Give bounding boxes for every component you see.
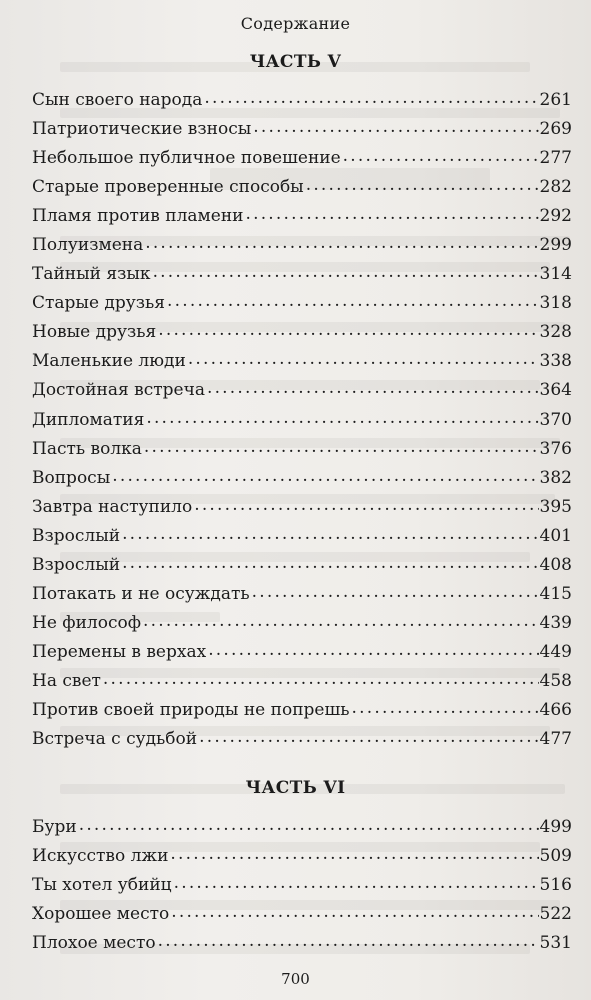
toc-entry-page: 531 [539, 933, 572, 954]
toc-entry-title: Дипломатия [32, 409, 145, 430]
toc-entry-page: 277 [539, 148, 572, 169]
toc-entry-title: Взрослый [32, 525, 121, 546]
toc-entry-title: Не философ [32, 612, 142, 633]
toc-entry[interactable] [32, 584, 572, 613]
dot-leader [194, 495, 538, 515]
toc-entry-page: 466 [539, 699, 572, 720]
dot-leader [199, 727, 538, 747]
toc-entry-title: Плохое место [32, 933, 156, 954]
toc-entry-title: Вопросы [32, 467, 111, 488]
toc-entry-title: Хорошее место [32, 904, 170, 925]
dot-leader [158, 320, 538, 340]
dot-leader [188, 349, 539, 369]
toc-entry[interactable] [32, 846, 572, 875]
toc-entry-page: 522 [539, 904, 572, 925]
dot-leader [79, 815, 539, 835]
toc-entry-title: Пасть волка [32, 438, 142, 459]
toc-entry-title: Встреча с судьбой [32, 729, 198, 750]
toc-entry-page: 401 [539, 525, 572, 546]
toc-entry-title: Новые друзья [32, 322, 157, 343]
dot-leader [174, 873, 539, 893]
toc-entry-title: Перемены в верхах [32, 641, 207, 662]
toc-list-part-6 [32, 817, 572, 962]
dot-leader [167, 291, 539, 311]
dot-leader [252, 582, 539, 602]
toc-entry[interactable] [32, 468, 572, 497]
toc-entry-title: Старые проверенные способы [32, 177, 304, 198]
dot-leader [153, 262, 539, 282]
toc-entry-title: Сын своего народа [32, 90, 203, 110]
toc-entry[interactable] [32, 642, 572, 671]
dot-leader [145, 233, 538, 253]
toc-entry-title: Полуизмена [32, 235, 144, 256]
dot-leader [171, 902, 538, 922]
dot-leader [207, 378, 539, 398]
dot-leader [158, 931, 539, 951]
toc-entry-page: 282 [539, 177, 572, 198]
toc-entry[interactable] [32, 235, 572, 264]
toc-entry-title: Старые друзья [32, 293, 166, 314]
toc-entry[interactable] [32, 410, 572, 439]
toc-entry-page: 439 [539, 612, 572, 633]
toc-entry-page: 415 [539, 583, 572, 604]
toc-entry-page: 449 [539, 641, 572, 662]
toc-entry-page: 314 [539, 264, 572, 285]
toc-entry[interactable] [32, 613, 572, 642]
dot-leader [103, 669, 539, 689]
toc-entry[interactable] [32, 497, 572, 526]
toc-entry-page: 458 [539, 670, 572, 691]
toc-entry-title: Ты хотел убийц [32, 875, 172, 896]
toc-entry-title: Тайный язык [32, 264, 151, 285]
toc-entry-page: 408 [539, 554, 572, 575]
toc-list-part-5 [32, 90, 572, 758]
toc-entry[interactable] [32, 322, 572, 351]
dot-leader [122, 553, 538, 573]
toc-entry[interactable] [32, 119, 572, 148]
toc-entry[interactable] [32, 729, 572, 758]
toc-entry[interactable] [32, 90, 572, 119]
toc-entry[interactable] [32, 671, 572, 700]
dot-leader [146, 408, 538, 428]
toc-entry-page: 364 [539, 380, 572, 401]
toc-entry-page: 269 [539, 119, 572, 140]
toc-entry-page: 338 [539, 351, 572, 372]
toc-entry[interactable] [32, 904, 572, 933]
toc-entry-page: 499 [539, 817, 572, 837]
toc-entry[interactable] [32, 700, 572, 729]
toc-entry-page: 395 [539, 496, 572, 517]
toc-entry[interactable] [32, 555, 572, 584]
dot-leader [245, 204, 538, 224]
dot-leader [343, 146, 539, 166]
toc-entry-title: На свет [32, 670, 101, 691]
toc-entry-title: Достойная встреча [32, 380, 205, 401]
dot-leader [306, 175, 539, 195]
toc-entry-title: Искусство лжи [32, 846, 169, 867]
toc-entry[interactable] [32, 206, 572, 235]
toc-entry-page: 299 [539, 235, 572, 256]
toc-entry-page: 261 [539, 90, 572, 110]
toc-entry[interactable] [32, 177, 572, 206]
dot-leader [204, 88, 538, 108]
part-heading: ЧАСТЬ VI [245, 778, 346, 798]
toc-entry-page: 382 [539, 467, 572, 488]
toc-entry-page: 328 [539, 322, 572, 343]
toc-entry-page: 477 [539, 729, 572, 750]
toc-entry-title: Патриотические взносы [32, 119, 252, 140]
toc-entry-title: Маленькие люди [32, 351, 186, 372]
toc-entry-title: Небольшое публичное повешение [32, 148, 341, 169]
toc-entry[interactable] [32, 351, 572, 380]
part-heading: ЧАСТЬ V [249, 52, 342, 72]
dot-leader [122, 524, 538, 544]
toc-entry-title: Взрослый [32, 554, 121, 575]
toc-entry-title: Потакать и не осуждать [32, 583, 250, 604]
dot-leader [352, 698, 539, 718]
toc-entry-page: 292 [539, 206, 572, 227]
toc-entry[interactable] [32, 439, 572, 468]
toc-entry-page: 370 [539, 409, 572, 430]
toc-entry-page: 376 [539, 438, 572, 459]
toc-entry[interactable] [32, 148, 572, 177]
toc-entry-title: Пламя против пламени [32, 206, 244, 227]
toc-entry[interactable] [32, 380, 572, 409]
toc-entry-title: Против своей природы не попрешь [32, 699, 350, 720]
dot-leader [253, 117, 538, 137]
dot-leader [208, 640, 538, 660]
toc-entry[interactable] [32, 526, 572, 555]
toc-entry-title: Бури [32, 817, 77, 837]
toc-entry-title: Завтра наступило [32, 496, 193, 517]
dot-leader [112, 466, 538, 486]
toc-entry-page: 516 [539, 875, 572, 896]
toc-entry-page: 318 [539, 293, 572, 314]
dot-leader [144, 437, 539, 457]
toc-entry[interactable] [32, 817, 572, 846]
toc-entry[interactable] [32, 933, 572, 962]
toc-entry[interactable] [32, 264, 572, 293]
toc-entry[interactable] [32, 293, 572, 322]
page-number: 700 [281, 970, 310, 988]
running-head: Содержание [240, 14, 351, 33]
dot-leader [143, 611, 539, 631]
toc-entry-page: 509 [539, 846, 572, 867]
dot-leader [170, 844, 538, 864]
toc-entry[interactable] [32, 875, 572, 904]
